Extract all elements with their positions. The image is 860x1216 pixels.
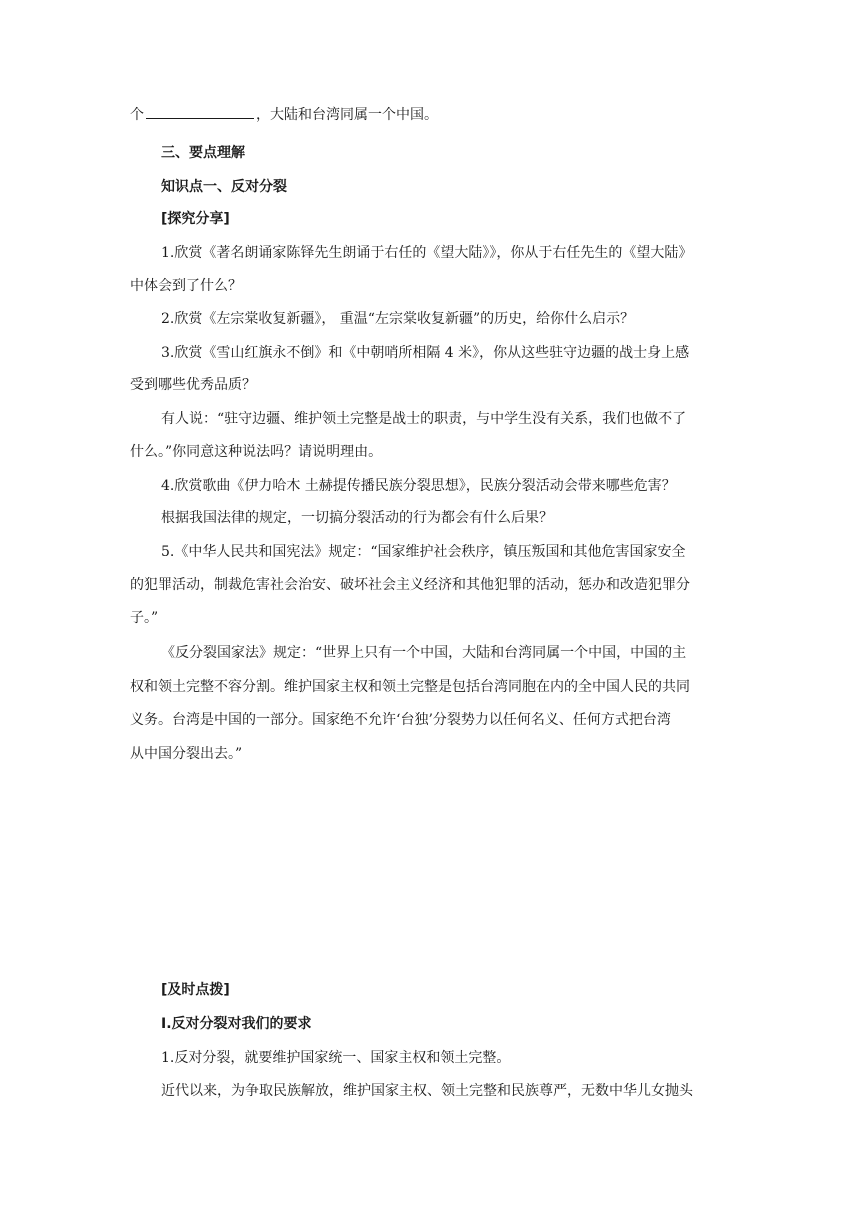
fill-in-sentence — [130, 104, 438, 125]
paragraph-line: 1.欣赏《著名朗诵家陈铎先生朗诵于右任的《望大陆》》，你从于右任先生的《望大陆》 — [161, 245, 693, 261]
explore-share-heading: [探究分享] — [161, 211, 230, 227]
paragraph-line: 子。” — [130, 610, 159, 626]
knowledge-point-heading: 知识点一、反对分裂 — [161, 179, 287, 195]
section-heading: 三、要点理解 — [161, 145, 245, 161]
paragraph-line: 1.反对分裂，就要维护国家统一、国家主权和领土完整。 — [161, 1050, 511, 1066]
paragraph-line: 根据我国法律的规定，一切搞分裂活动的行为都会有什么后果？ — [161, 510, 553, 526]
paragraph-line: 权和领土完整不容分割。维护国家主权和领土完整是包括台湾同胞在内的全中国人民的共同 — [130, 679, 690, 695]
paragraph-line: 受到哪些优秀品质？ — [130, 377, 256, 393]
paragraph-line: 从中国分裂出去。” — [130, 746, 243, 762]
sentence-prefix: 个 — [130, 107, 144, 123]
paragraph-line: 近代以来，为争取民族解放，维护国家主权、领土完整和民族尊严，无数中华儿女抛头 — [161, 1083, 693, 1099]
paragraph-line: 的犯罪活动，制裁危害社会治安、破坏社会主义经济和其他犯罪的活动，惩办和改造犯罪分 — [130, 577, 690, 593]
answer-blank[interactable] — [146, 104, 254, 119]
paragraph-line: 4.欣赏歌曲《伊力哈木 土赫提传播民族分裂思想》，民族分裂活动会带来哪些危害？ — [161, 478, 676, 494]
paragraph-line: 《反分裂国家法》规定：“世界上只有一个中国，大陆和台湾同属一个中国，中国的主 — [161, 645, 687, 661]
paragraph-line: 什么。”你同意这种说法吗？请说明理由。 — [130, 444, 383, 460]
timely-guidance-heading: [及时点拨] — [161, 982, 230, 998]
paragraph-line: 2.欣赏《左宗棠收复新疆》， 重温“左宗棠收复新疆”的历史，给你什么启示？ — [161, 311, 635, 327]
paragraph-line: 3.欣赏《雪山红旗永不倒》和《中朝哨所相隔 4 米》，你从这些驻守边疆的战士身上感 — [161, 345, 690, 361]
paragraph-line: 有人说：“驻守边疆、维护领土完整是战士的职责，与中学生没有关系，我们也做不了 — [161, 411, 687, 427]
paragraph-line: 义务。台湾是中国的一部分。国家绝不允许‘台独’分裂势力以任何名义、任何方式把台湾 — [130, 712, 671, 728]
subsection-heading: Ⅰ.反对分裂对我们的要求 — [161, 1016, 312, 1032]
paragraph-line: 5.《中华人民共和国宪法》规定：“国家维护社会秩序，镇压叛国和其他危害国家安全 — [161, 544, 686, 560]
sentence-suffix: ，大陆和台湾同属一个中国。 — [256, 107, 438, 123]
paragraph-line: 中体会到了什么？ — [130, 278, 242, 294]
